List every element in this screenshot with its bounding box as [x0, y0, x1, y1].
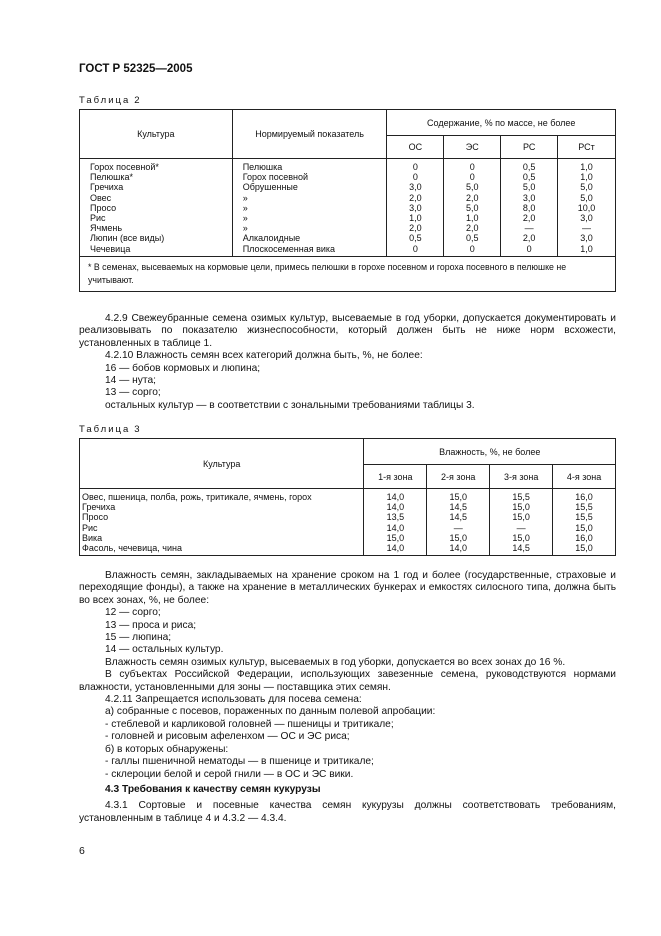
cell-crop: Пелюшка*: [80, 172, 233, 182]
paragraph: 4.2.11 Запрещается использовать для посева семена:: [105, 694, 362, 706]
paragraph: а) собранные с посевов, пораженных по данным полевой апробации:: [105, 706, 436, 718]
cell-crop: Просо: [80, 512, 364, 522]
cell-indicator: »: [232, 213, 387, 223]
cell-value: 0,5: [501, 172, 558, 182]
table-3: [79, 438, 616, 556]
cell-value: 3,0: [387, 182, 444, 192]
paragraph: Влажность семян, закладываемых на хранение сроком на 1 год и более (государственные, страховые и переходящие фонды), а также на хранение в металлических бункерах и емкостях силосного типа, должна быть во всех зонах, %, не более:: [79, 570, 616, 606]
cell-value: 14,0: [364, 489, 427, 503]
paragraph: 13 — проса и риса;: [105, 619, 197, 631]
table-row: [80, 543, 616, 556]
cell-indicator: Алкалоидные: [232, 233, 387, 243]
table-row: [80, 244, 616, 257]
cell-value: 0: [387, 159, 444, 173]
cell-value: 15,0: [427, 489, 490, 503]
cell-value: 5,0: [444, 203, 501, 213]
cell-value: 1,0: [444, 213, 501, 223]
cell-value: —: [558, 223, 616, 233]
cell-value: 1,0: [558, 172, 616, 182]
cell-value: 16,0: [553, 533, 616, 543]
paragraph: - склероции белой и серой гнили — в ОС и ЭС вики.: [105, 768, 354, 780]
section-heading: 4.3 Требования к качеству семян кукурузы: [105, 783, 321, 795]
cell-value: 5,0: [558, 182, 616, 192]
cell-crop: Чечевица: [80, 244, 233, 257]
cell-value: 15,5: [553, 502, 616, 512]
cell-value: 3,0: [558, 233, 616, 243]
cell-value: 0: [444, 244, 501, 257]
cell-value: 2,0: [387, 193, 444, 203]
cell-crop: Горох посевной*: [80, 159, 233, 173]
cell-value: 8,0: [501, 203, 558, 213]
table-2-caption-number: 2: [134, 95, 140, 106]
cell-value: 1,0: [558, 159, 616, 173]
cell-crop: Овес: [80, 193, 233, 203]
cell-value: 0: [501, 244, 558, 257]
table-2-footnote: * В семенах, высеваемых на кормовые цели, примесь пелюшки в горохе посевном и гороха посевного в пелюшке не учитывают.: [80, 256, 616, 291]
cell-value: 14,5: [490, 543, 553, 556]
paragraph: остальных культур — в соответствии с зональными требованиями таблицы 3.: [105, 399, 475, 411]
cell-value: 15,0: [490, 533, 553, 543]
cell-value: —: [501, 223, 558, 233]
paragraph: 4.3.1 Сортовые и посевные качества семян кукурузы должны соответствовать требованиям, установленным в таблице 4 и 4.3.2 — 4.3.4.: [79, 800, 616, 824]
table-row: [80, 182, 616, 192]
table-3-caption: [79, 424, 140, 435]
paragraph: 14 — нута;: [105, 375, 156, 387]
paragraph: 15 — люпина;: [105, 632, 172, 644]
cell-indicator: Горох посевной: [232, 172, 387, 182]
table-row: [80, 172, 616, 182]
paragraph: 12 — сорго;: [105, 607, 161, 619]
table-3-caption-word: Таблица: [79, 424, 131, 435]
cell-value: 0: [387, 172, 444, 182]
cell-crop: Рис: [80, 523, 364, 533]
table-3-header-zone: 4-я зона: [553, 465, 616, 489]
table-row: [80, 523, 616, 533]
cell-value: 15,0: [427, 533, 490, 543]
cell-value: 0,5: [387, 233, 444, 243]
cell-value: 3,0: [501, 193, 558, 203]
table-3-header-zone: 3-я зона: [490, 465, 553, 489]
table-2: [79, 109, 616, 292]
cell-value: 5,0: [501, 182, 558, 192]
cell-value: 15,0: [490, 502, 553, 512]
table-row: [80, 512, 616, 522]
cell-crop: Рис: [80, 213, 233, 223]
cell-crop: Овес, пшеница, полба, рожь, тритикале, ячмень, горох: [80, 489, 364, 503]
cell-value: 14,0: [364, 543, 427, 556]
table-2-header-sub: РС: [501, 136, 558, 159]
table-2-header-crop: Культура: [80, 110, 233, 159]
cell-value: 15,5: [553, 512, 616, 522]
cell-value: 3,0: [387, 203, 444, 213]
table-3-header-crop: Культура: [80, 439, 364, 489]
table-row: [80, 233, 616, 243]
cell-indicator: Пелюшка: [232, 159, 387, 173]
paragraph: б) в которых обнаружены:: [105, 743, 229, 755]
paragraph: 13 — сорго;: [105, 387, 161, 399]
cell-value: —: [490, 523, 553, 533]
document-header: ГОСТ Р 52325—2005: [79, 63, 193, 75]
cell-value: 0,5: [501, 159, 558, 173]
table-2-header-sub: РСт: [558, 136, 616, 159]
cell-value: 14,5: [427, 512, 490, 522]
cell-crop: Ячмень: [80, 223, 233, 233]
text-block-2: [79, 570, 616, 825]
table-2-header-indicator: Нормируемый показатель: [232, 110, 387, 159]
cell-value: 14,5: [427, 502, 490, 512]
cell-value: 15,0: [490, 512, 553, 522]
paragraph: - стеблевой и карликовой головней — пшеницы и тритикале;: [105, 718, 394, 730]
cell-crop: Просо: [80, 203, 233, 213]
table-2-header-sub: ОС: [387, 136, 444, 159]
cell-value: 15,0: [553, 543, 616, 556]
cell-value: 15,5: [490, 489, 553, 503]
paragraph: Влажность семян озимых культур, высеваемых в год уборки, допускается во всех зонах до 16 %.: [105, 656, 566, 668]
paragraph: 4.2.9 Свежеубранные семена озимых культур, высеваемые в год уборки, допускается документировать и реализовывать по показателю жизнеспособности, который должен быть не ниже норм всхожести, установленных в таблице 1.: [79, 313, 616, 349]
table-row: [80, 489, 616, 503]
cell-crop: Фасоль, чечевица, чина: [80, 543, 364, 556]
cell-value: 0: [444, 159, 501, 173]
table-row: [80, 223, 616, 233]
cell-crop: Гречиха: [80, 182, 233, 192]
table-row: [80, 159, 616, 173]
paragraph: 14 — остальных культур.: [105, 644, 224, 656]
cell-value: 15,0: [553, 523, 616, 533]
cell-value: 2,0: [501, 233, 558, 243]
table-3-caption-number: 3: [134, 424, 140, 435]
cell-value: 1,0: [558, 244, 616, 257]
text-block-1: [79, 313, 616, 412]
page-number: 6: [79, 845, 85, 857]
paragraph: - головней и рисовым афеленхом — ОС и ЭС риса;: [105, 731, 350, 743]
cell-indicator: »: [232, 203, 387, 213]
cell-value: 0: [444, 172, 501, 182]
cell-value: 2,0: [444, 193, 501, 203]
cell-value: 2,0: [444, 223, 501, 233]
cell-value: 15,0: [364, 533, 427, 543]
cell-value: 14,0: [364, 523, 427, 533]
paragraph: - галлы пшеничной нематоды — в пшенице и тритикале;: [105, 756, 374, 768]
cell-value: 1,0: [387, 213, 444, 223]
cell-value: 2,0: [387, 223, 444, 233]
cell-value: 14,0: [364, 502, 427, 512]
cell-value: 0: [387, 244, 444, 257]
cell-value: 10,0: [558, 203, 616, 213]
cell-crop: Вика: [80, 533, 364, 543]
table-row: [80, 193, 616, 203]
cell-crop: Гречиха: [80, 502, 364, 512]
cell-value: 0,5: [444, 233, 501, 243]
cell-value: 2,0: [501, 213, 558, 223]
table-2-caption-word: Таблица: [79, 95, 131, 106]
cell-value: 5,0: [558, 193, 616, 203]
cell-value: 16,0: [553, 489, 616, 503]
paragraph: В субъектах Российской Федерации, использующих завезенные семена, руководствуются нормами влажности, установленными для зоны — поставщика этих семян.: [79, 669, 616, 693]
table-2-header-content: Содержание, % по массе, не более: [387, 110, 616, 136]
table-row: [80, 533, 616, 543]
table-3-header-moisture: Влажность, %, не более: [364, 439, 616, 465]
cell-indicator: »: [232, 193, 387, 203]
cell-value: 3,0: [558, 213, 616, 223]
cell-value: 5,0: [444, 182, 501, 192]
cell-crop: Люпин (все виды): [80, 233, 233, 243]
cell-indicator: Плоскосеменная вика: [232, 244, 387, 257]
paragraph: 4.2.10 Влажность семян всех категорий должна быть, %, не более:: [105, 350, 423, 362]
cell-value: 13,5: [364, 512, 427, 522]
table-3-header-zone: 1-я зона: [364, 465, 427, 489]
table-3-header-zone: 2-я зона: [427, 465, 490, 489]
paragraph: 16 — бобов кормовых и люпина;: [105, 362, 261, 374]
table-row: [80, 502, 616, 512]
table-row: [80, 213, 616, 223]
cell-value: —: [427, 523, 490, 533]
cell-indicator: Обрушенные: [232, 182, 387, 192]
table-2-caption: [79, 95, 140, 106]
table-row: [80, 203, 616, 213]
table-2-header-sub: ЭС: [444, 136, 501, 159]
cell-indicator: »: [232, 223, 387, 233]
cell-value: 14,0: [427, 543, 490, 556]
